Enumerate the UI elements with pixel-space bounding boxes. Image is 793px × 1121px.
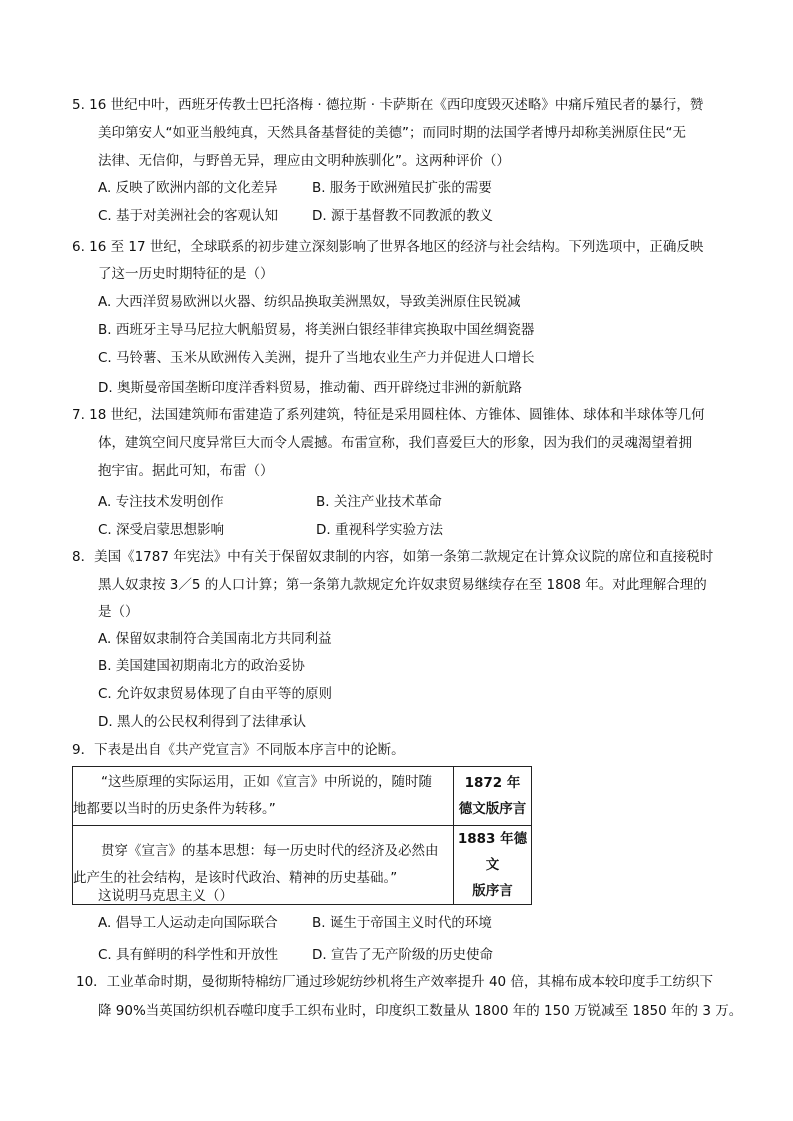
- question-5-option-b: B. 服务于欧洲殖民扩张的需要: [312, 180, 492, 196]
- question-8-option-b: B. 美国建国初期南北方的政治妥协: [98, 658, 305, 674]
- quote-1-line-1: “这些原理的实际运用，正如《宣言》中所说的，随时随: [101, 774, 432, 790]
- question-5-line-1: 5. 16 世纪中叶，西班牙传教士巴托洛梅 · 德拉斯 · 卡萨斯在《西印度毁灭述略》中痛斥殖民者的暴行，赞: [72, 97, 704, 113]
- question-6-option-c: C. 马铃薯、玉米从欧洲传入美洲，提升了当地农业生产力并促进人口增长: [98, 350, 535, 366]
- question-8-line-1: 8．美国《1787 年宪法》中有关于保留奴隶制的内容，如第一条第二款规定在计算众议院的席位和直接税时: [72, 549, 714, 565]
- question-10-line-1: 10．工业革命时期，曼彻斯特棉纺厂通过珍妮纺纱机将生产效率提升 40 倍，其棉布成本较印度手工纺织下: [76, 974, 713, 990]
- table-cell-version: [454, 767, 532, 826]
- question-5-option-c: C. 基于对美洲社会的客观认知: [98, 208, 279, 224]
- question-6-line-1: 6. 16 至 17 世纪，全球联系的初步建立深刻影响了世界各地区的经济与社会结构。下列选项中，正确反映: [72, 239, 704, 255]
- question-6-option-d: D. 奥斯曼帝国垄断印度洋香料贸易，推动葡、西开辟绕过非洲的新航路: [98, 380, 522, 396]
- question-9-option-b: B. 诞生于帝国主义时代的环境: [312, 915, 492, 931]
- question-5-option-d: D. 源于基督教不同教派的教义: [312, 208, 493, 224]
- question-10-line-2: 降 90%当英国纺织机吞噬印度手工织布业时，印度织工数量从 1800 年的 150 万锐减至 1850 年的 3 万。: [98, 1003, 743, 1019]
- question-9-stem: 这说明马克思主义（）: [98, 888, 233, 904]
- version-2-line-2: 版序言: [472, 883, 513, 899]
- question-7-option-b: B. 关注产业技术革命: [316, 494, 442, 510]
- table-cell-quote: [73, 767, 454, 826]
- version-2-line-1: 1883 年德文: [457, 831, 528, 873]
- question-6-option-b: B. 西班牙主导马尼拉大帆船贸易，将美洲白银经菲律宾换取中国丝绸瓷器: [98, 322, 535, 338]
- quote-2-line-2: 此产生的社会结构，是该时代政治、精神的历史基础。”: [73, 870, 398, 886]
- table-row: [73, 767, 532, 826]
- quote-table: [72, 766, 532, 905]
- question-7-option-d: D. 重视科学实验方法: [316, 522, 443, 538]
- question-5-option-a: A. 反映了欧洲内部的文化差异: [98, 180, 278, 196]
- quote-1-line-2: 地都要以当时的历史条件为转移。”: [73, 801, 276, 817]
- question-5-line-2: 美印第安人“如亚当般纯真，天然具备基督徒的美德”；而同时期的法国学者博丹却称美洲原住民“无: [98, 125, 686, 141]
- question-6-option-a: A. 大西洋贸易欧洲以火器、纺织品换取美洲黑奴，导致美洲原住民锐减: [98, 294, 521, 310]
- question-9-line-1: 9．下表是出自《共产党宣言》不同版本序言中的论断。: [72, 742, 405, 758]
- question-9-option-d: D. 宣告了无产阶级的历史使命: [312, 947, 493, 963]
- question-9-option-c: C. 具有鲜明的科学性和开放性: [98, 947, 279, 963]
- quote-2-line-1: 贯穿《宣言》的基本思想：每一历史时代的经济及必然由: [101, 843, 439, 859]
- question-5-line-3: 法律、无信仰，与野兽无异，理应由文明种族驯化”。这两种评价（）: [98, 153, 510, 169]
- question-9-option-a: A. 倡导工人运动走向国际联合: [98, 915, 278, 931]
- question-7-line-3: 抱宇宙。据此可知，布雷（）: [98, 463, 274, 479]
- question-8-option-d: D. 黑人的公民权利得到了法律承认: [98, 714, 306, 730]
- version-1-line-2: 德文版序言: [458, 801, 527, 817]
- question-8-option-a: A. 保留奴隶制符合美国南北方共同利益: [98, 631, 332, 647]
- question-7-option-a: A. 专注技术发明创作: [98, 494, 224, 510]
- table-cell-version: [454, 826, 532, 905]
- question-8-line-2: 黑人奴隶按 3／5 的人口计算；第一条第九款规定允许奴隶贸易继续存在至 1808 年。对此理解合理的: [98, 577, 707, 593]
- question-6-line-2: 了这一历史时期特征的是（）: [98, 266, 274, 282]
- question-7-option-c: C. 深受启蒙思想影响: [98, 522, 225, 538]
- question-8-option-c: C. 允许奴隶贸易体现了自由平等的原则: [98, 686, 333, 702]
- question-7-line-1: 7. 18 世纪，法国建筑师布雷建造了系列建筑，特征是采用圆柱体、方锥体、圆锥体、球体和半球体等几何: [72, 407, 705, 423]
- question-7-line-2: 体，建筑空间尺度异常巨大而令人震撼。布雷宣称，我们喜爱巨大的形象，因为我们的灵魂渴望着拥: [98, 435, 692, 451]
- question-8-line-3: 是（）: [98, 604, 139, 620]
- version-1-line-1: 1872 年: [464, 775, 521, 791]
